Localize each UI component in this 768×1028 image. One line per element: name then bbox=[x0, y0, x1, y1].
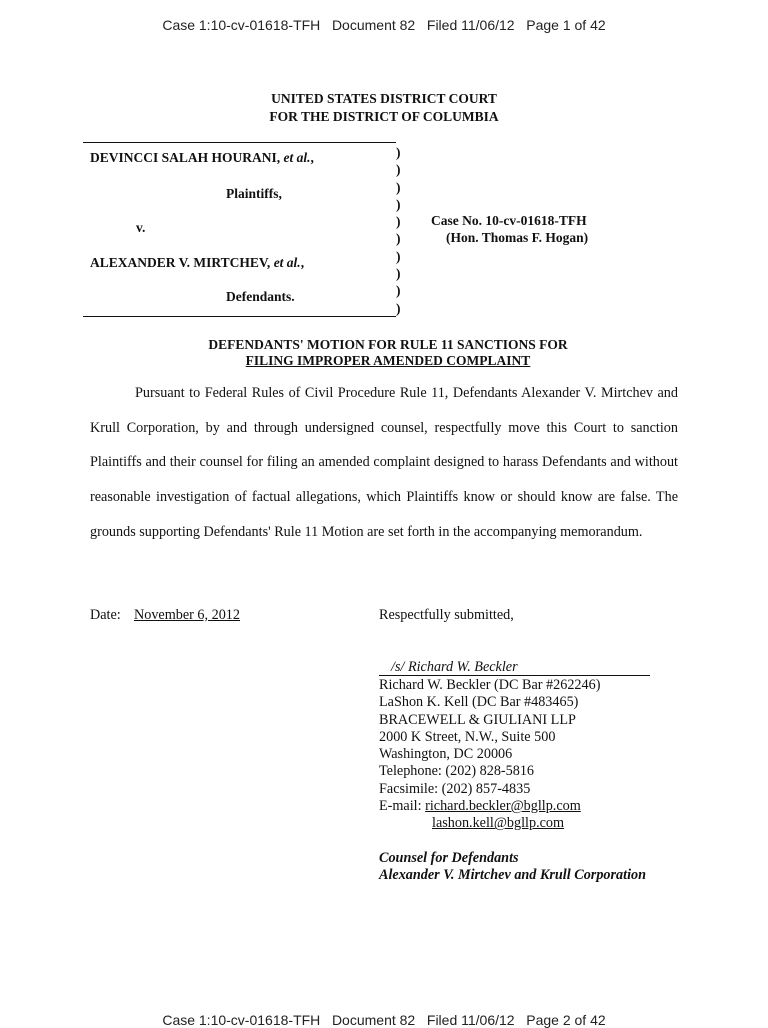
motion-title-line1: DEFENDANTS' MOTION FOR RULE 11 SANCTIONS FOR bbox=[208, 337, 568, 352]
date-value: November 6, 2012 bbox=[134, 607, 240, 623]
counsel-line-2: Alexander V. Mirtchev and Krull Corporation bbox=[379, 867, 646, 884]
caption-parentheses: ) ) ) ) ) ) ) ) ) ) bbox=[396, 145, 401, 316]
email-row-2 bbox=[379, 815, 600, 832]
court-district: FOR THE DISTRICT OF COLUMBIA bbox=[269, 109, 499, 124]
counsel-line-1: Counsel for Defendants bbox=[379, 850, 519, 866]
attorney-1: Richard W. Beckler (DC Bar #262246) bbox=[379, 677, 601, 693]
email-link-2[interactable]: lashon.kell@bgllp.com bbox=[432, 815, 565, 832]
date-label: Date: bbox=[90, 607, 121, 623]
email-row bbox=[379, 798, 600, 815]
law-firm: BRACEWELL & GIULIANI LLP bbox=[379, 711, 576, 728]
page-header: Case 1:10-cv-01618-TFH Document 82 Filed 11/06/12 Page 1 of 42 bbox=[162, 17, 606, 33]
respectfully-submitted: Respectfully submitted, bbox=[379, 607, 514, 623]
email-link-1[interactable]: richard.beckler@bgllp.com bbox=[425, 798, 581, 815]
caption-bottom-rule bbox=[83, 316, 396, 317]
signature-block bbox=[379, 677, 600, 833]
caption-top-rule bbox=[83, 142, 396, 143]
street-address: 2000 K Street, N.W., Suite 500 bbox=[379, 728, 556, 745]
court-name: UNITED STATES DISTRICT COURT bbox=[271, 91, 497, 106]
case-number: Case No. 10-cv-01618-TFH bbox=[431, 213, 587, 228]
plaintiffs-label: Plaintiffs, bbox=[226, 186, 282, 201]
motion-title-line2: FILING IMPROPER AMENDED COMPLAINT bbox=[245, 353, 531, 368]
facsimile: Facsimile: (202) 857-4835 bbox=[379, 780, 531, 797]
next-page-header: Case 1:10-cv-01618-TFH Document 82 Filed 11/06/12 Page 2 of 42 bbox=[162, 1012, 606, 1028]
motion-body-paragraph: Pursuant to Federal Rules of Civil Procedure Rule 11, Defendants Alexander V. Mirtchev and Krull Corporation, by and through undersigned counsel, respectfully move this Court to sanction Plaintiffs and their counsel for filing an amended complaint designed to harass Defendants and without reasonable investigation of factual allegations, which Plaintiffs know or should know are false. The grounds supporting Defendants' Rule 11 Motion are set forth in the accompanying memorandum. bbox=[90, 385, 678, 540]
plaintiff-name: DEVINCCI SALAH HOURANI, et al., bbox=[90, 150, 314, 165]
versus-label: v. bbox=[136, 220, 146, 235]
telephone: Telephone: (202) 828-5816 bbox=[379, 763, 535, 780]
email-label: E-mail: bbox=[379, 798, 422, 815]
defendants-label: Defendants. bbox=[226, 289, 295, 304]
attorney-2: LaShon K. Kell (DC Bar #483465) bbox=[379, 694, 579, 711]
city-state-zip: Washington, DC 20006 bbox=[379, 746, 513, 763]
defendant-name: ALEXANDER V. MIRTCHEV, et al., bbox=[90, 255, 305, 270]
counsel-for-defendants bbox=[379, 850, 646, 885]
judge-name: (Hon. Thomas F. Hogan) bbox=[446, 230, 589, 245]
electronic-signature: /s/ Richard W. Beckler bbox=[379, 659, 650, 676]
